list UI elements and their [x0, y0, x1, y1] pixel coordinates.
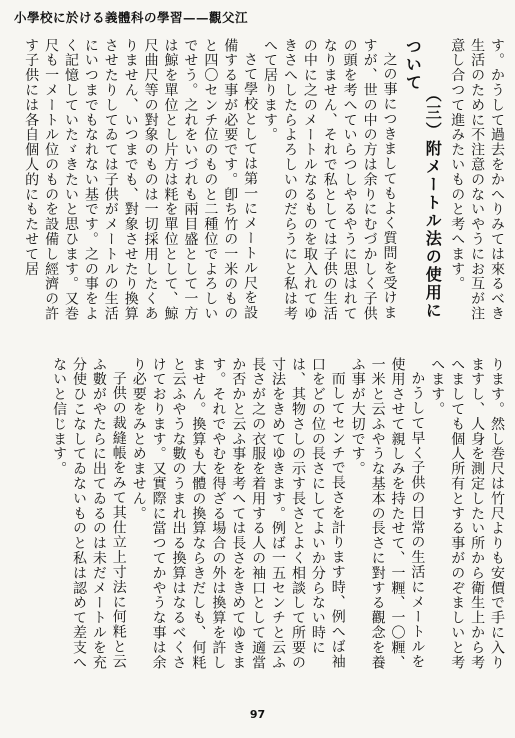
section-heading: （三）附メートル法の使用について [403, 38, 443, 320]
page-number: 97 [249, 708, 266, 721]
paragraph: 而してセンチで長さを計ります時、例へば袖口をどの位の長さにしてよいか分らない時には、其物さしの示す長さとよく相談して所要の寸法をきめてゆきます。例ば一五センチと云ふ長さが之の衣服を着用する人の袖口として適當か否かと云ふ事を考へては長さをきめてゆきます。それでやむを得ざる場合の外は換算を許しません。換算も大體の換算ならきだしも、何粍と云ふやうな數のうまれ出る換算はなるべくさけております。又實際に當つてかやうな事は余り必要をみとめません。 [130, 357, 346, 670]
paragraph: 之の事につきましてもよく質問を受けますが、世の中の方は余りにむづかしく子供の頭を考へていらつしやるやうに思はれてなりません、それで私としては子供の生活の中に之のメートルなるものを取入れてゆきさへしたらよろしいのだらうにと私は考へて居ります。 [262, 38, 398, 322]
upper-text-column [6, 38, 506, 333]
paragraph: す。かうして過去をかへりみては來るべき生活のために不注意のないやうにお互が注意し合つて進みたいものと考へます。 [449, 38, 505, 322]
lower-text-column [6, 357, 506, 677]
paragraph: 子供の裁縫帳をみて其仕立上寸法に何粍と云ふ數がやたらに出てゐるのは未だメートルを充分使ひこなしてゐないものと私は認めて差支へないと信じます。 [51, 357, 127, 670]
paragraph: かうして早く子供の日常の生活にメートルを使用させて親しみを持たせて、一糎、一〇糎、一米と云ふやうな基本の長さに對する觀念を養ふ事が大切です。 [349, 357, 426, 670]
paragraph: さて學校としては第一にメートル尺を設備する事が必要です。卽ち竹の一米のものと四〇センチ位のものと二種位でよろしいでせう。之れをいづれも兩目盛として一方は鯨を單位とし片方は粍を單位として、鯨尺曲尺等の對象のものは一切採用したくありません、いつまでも、對象させたり換算させたりしてゐては子供がメートルの生活にいつまでもなれない基です。之の事をよく記憶していたゞきたいと思ひます。又巻尺も一メートル位のものを設備し經濟の許す子供には各自個人的にもたせて居 [23, 38, 259, 322]
paragraph: ります。然し巻尺は竹尺よりも安價で手に入りますし、人身を測定したい所から衛生上から考へましても個人所有とする事がのぞましいと考へます。 [429, 357, 505, 670]
running-header: 小學校に於ける義體科の學習——觀父江 [14, 10, 249, 25]
